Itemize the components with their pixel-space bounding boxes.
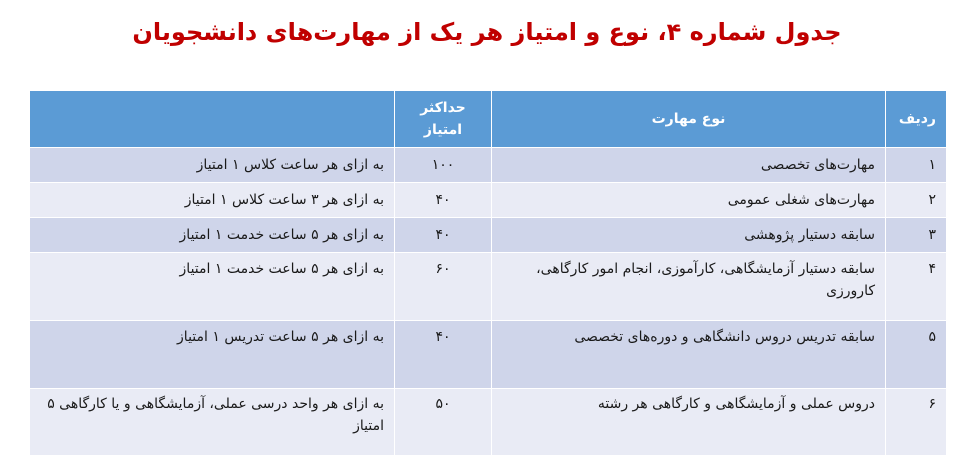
cell-skill: سابقه دستیار پژوهشی [492,218,886,253]
table-row [30,321,947,389]
cell-row-number: ۴ [886,253,947,321]
cell-rule: به ازای هر ۳ ساعت کلاس ۱ امتیاز [30,183,395,218]
cell-max-score: ۵۰ [395,389,492,456]
skills-table [29,90,947,456]
table-row [30,389,947,456]
cell-rule: به ازای هر ۵ ساعت تدریس ۱ امتیاز [30,321,395,389]
cell-skill: مهارت‌های شغلی عمومی [492,183,886,218]
header-max-score: حداکثر امتیاز [395,91,492,148]
table-row [30,253,947,321]
header-row-number: ردیف [886,91,947,148]
page-title: جدول شماره ۴، نوع و امتیاز هر یک از مهارت‌های دانشجویان [132,18,842,46]
cell-row-number: ۶ [886,389,947,456]
cell-skill: مهارت‌های تخصصی [492,148,886,183]
cell-skill: دروس عملی و آزمایشگاهی و کارگاهی هر رشته [492,389,886,456]
header-skill-type: نوع مهارت [492,91,886,148]
table-row [30,218,947,253]
cell-rule: به ازای هر واحد درسی عملی، آزمایشگاهی و یا کارگاهی ۵ امتیاز [30,389,395,456]
cell-rule: به ازای هر ۵ ساعت خدمت ۱ امتیاز [30,218,395,253]
cell-row-number: ۱ [886,148,947,183]
cell-rule: به ازای هر ۵ ساعت خدمت ۱ امتیاز [30,253,395,321]
cell-row-number: ۳ [886,218,947,253]
cell-skill: سابقه تدریس دروس دانشگاهی و دوره‌های تخصصی [492,321,886,389]
cell-row-number: ۲ [886,183,947,218]
table-header-row [30,91,947,148]
cell-max-score: ۱۰۰ [395,148,492,183]
cell-max-score: ۶۰ [395,253,492,321]
cell-max-score: ۴۰ [395,183,492,218]
cell-max-score: ۴۰ [395,321,492,389]
cell-row-number: ۵ [886,321,947,389]
table-row [30,183,947,218]
cell-rule: به ازای هر ساعت کلاس ۱ امتیاز [30,148,395,183]
cell-max-score: ۴۰ [395,218,492,253]
header-rule [30,91,395,148]
cell-skill: سابقه دستیار آزمایشگاهی، کارآموزی، انجام امور کارگاهی، کارورزی [492,253,886,321]
table-row [30,148,947,183]
